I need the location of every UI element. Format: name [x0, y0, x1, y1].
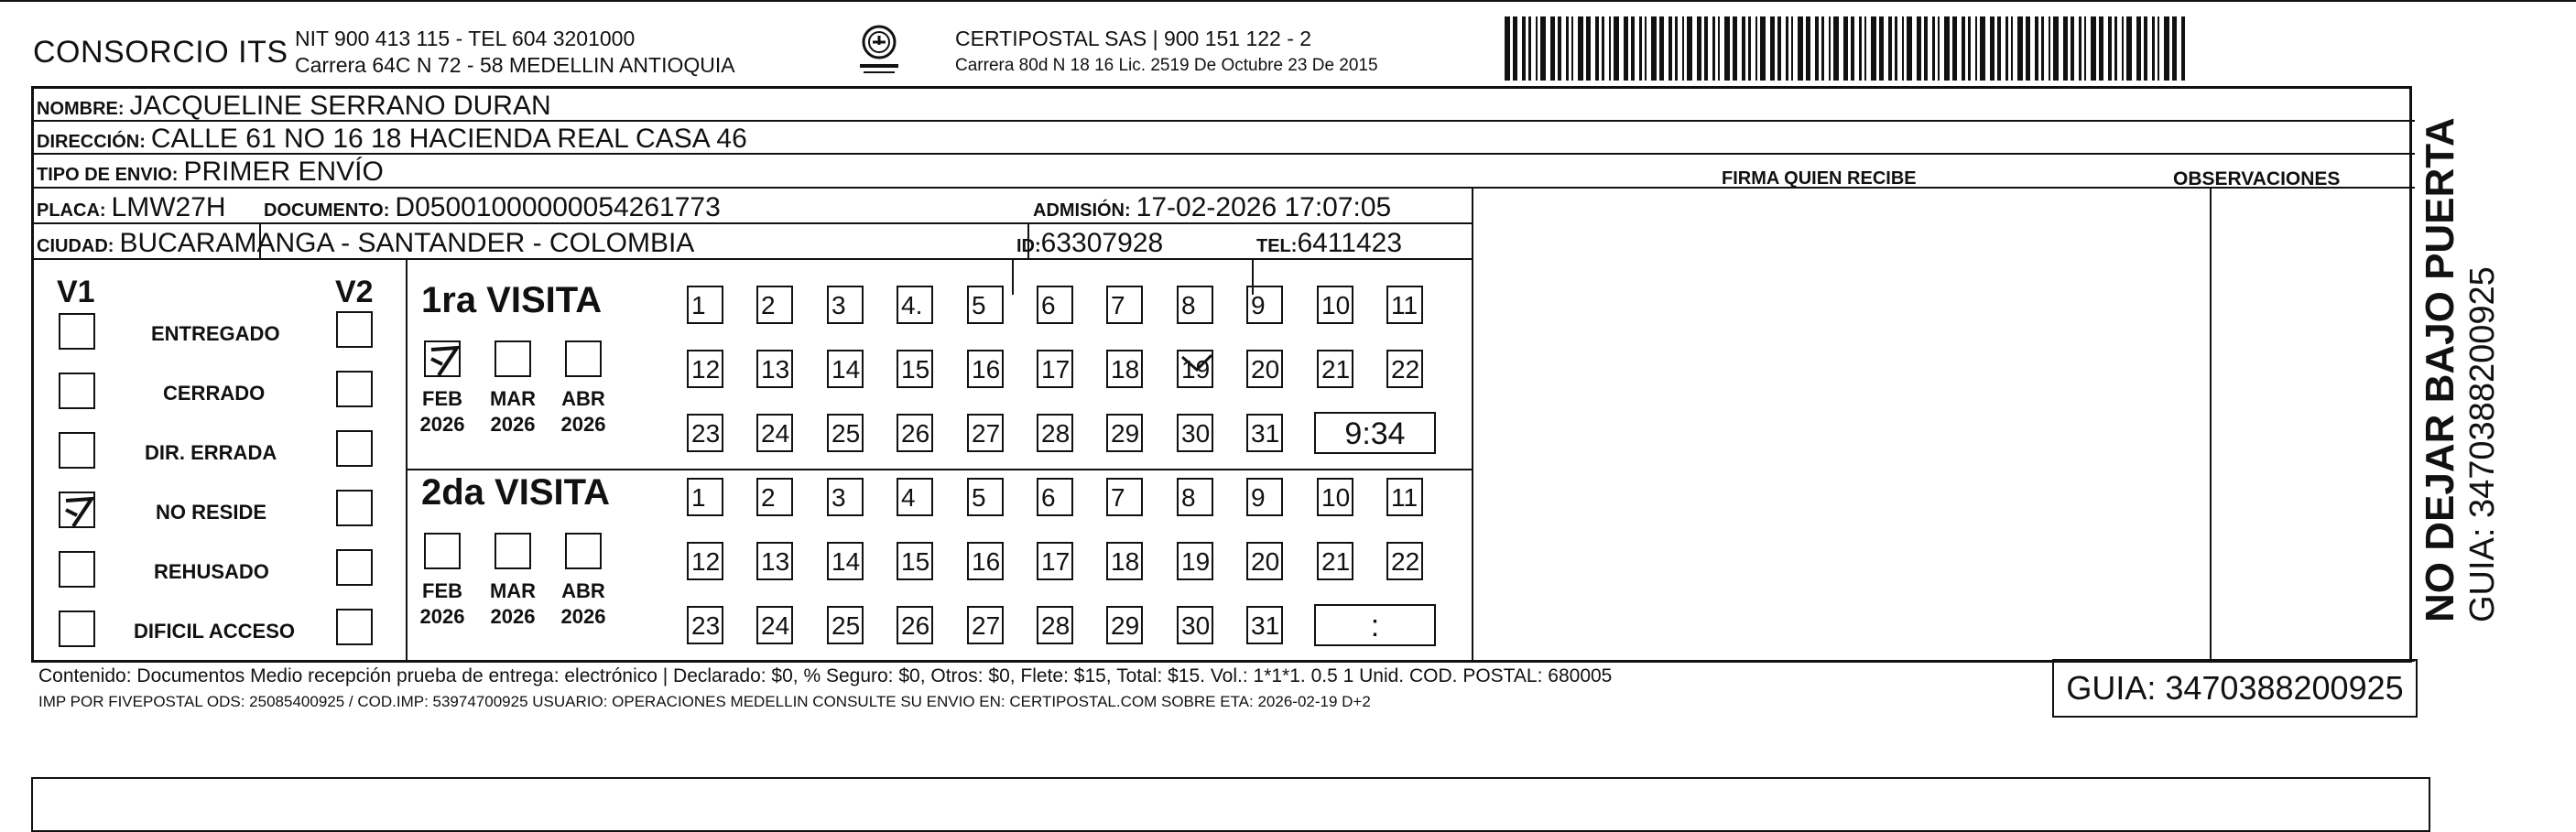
barcode-bar [1687, 16, 1692, 81]
barcode-bar [1748, 16, 1751, 81]
visit1-day[interactable]: 25 [827, 414, 864, 452]
barcode-bar [1902, 16, 1904, 81]
admision-field [1033, 192, 1391, 223]
barcode-bar [1536, 16, 1538, 81]
bottom-frame [31, 777, 2430, 832]
month-year: 2026 [419, 605, 465, 628]
no-dejar-notice: NO DEJAR BAJO PUERTA [2418, 117, 2462, 622]
visit2-day[interactable]: 18 [1106, 542, 1143, 580]
barcode-bar [1851, 16, 1854, 81]
barcode-bar [1659, 16, 1664, 81]
visit1-day[interactable]: 3 [827, 286, 864, 324]
barcode-bar [1682, 16, 1684, 81]
visit2-day[interactable]: 4 [897, 478, 933, 516]
barcode-bar [1645, 16, 1647, 81]
barcode-bar [2122, 16, 2124, 81]
barcode-bar [1704, 16, 1708, 81]
col-divider [406, 258, 408, 661]
visit2-day[interactable]: 29 [1106, 606, 1143, 644]
barcode-bar [1968, 16, 1971, 81]
ciudad-label: CIUDAD: [37, 236, 114, 256]
tel-label: TEL: [1256, 236, 1298, 256]
barcode-bar [2144, 16, 2147, 81]
barcode-bar [2108, 16, 2112, 81]
month-name: MAR [489, 579, 537, 602]
barcode-bar [1528, 16, 1531, 81]
barcode-bar [1724, 16, 1730, 81]
visit2-month-label [485, 578, 540, 630]
visit1-day[interactable]: 21 [1317, 350, 1353, 388]
firma-header: FIRMA QUIEN RECIBE [1722, 168, 1917, 189]
visit2-month-checkbox-abr[interactable] [565, 533, 602, 569]
barcode-bar [1631, 16, 1635, 81]
v2-checkbox-no-reside[interactable] [336, 490, 373, 526]
barcode-bar [2158, 16, 2159, 81]
visit1-day[interactable]: 2 [756, 286, 793, 324]
v1-checkbox-no-reside[interactable] [59, 492, 95, 528]
barcode-bar [1540, 16, 1546, 81]
visit2-day[interactable]: 23 [687, 606, 723, 644]
placa-value: LMW27H [111, 192, 226, 222]
visit2-day[interactable]: 12 [687, 542, 723, 580]
month-year: 2026 [490, 605, 536, 628]
visit2-day[interactable]: 22 [1386, 542, 1423, 580]
id-value: 63307928 [1040, 228, 1164, 258]
certi-line1: CERTIPOSTAL SAS | 900 151 122 - 2 [955, 27, 1312, 50]
visit1-day[interactable]: 20 [1246, 350, 1283, 388]
id-label: ID: [1016, 236, 1041, 256]
visit1-day[interactable]: 28 [1037, 414, 1073, 452]
barcode-bar [1595, 16, 1599, 81]
visit1-month-checkbox-mar[interactable] [495, 340, 531, 377]
month-year: 2026 [560, 413, 606, 436]
visit2-day[interactable]: 28 [1037, 606, 1073, 644]
tipo-field [37, 157, 384, 188]
barcode-bar [1879, 16, 1884, 81]
barcode-bar [1871, 16, 1876, 81]
row-divider [34, 187, 2415, 189]
direccion-label: DIRECCIÓN: [37, 132, 146, 152]
barcode-bar [1888, 16, 1892, 81]
visit1-day[interactable]: 22 [1386, 350, 1423, 388]
barcode-bar [1651, 16, 1657, 81]
visit2-day[interactable]: 5 [967, 478, 1004, 516]
certipostal-info [955, 26, 1378, 79]
month-year: 2026 [490, 413, 536, 436]
barcode-bar [2084, 16, 2086, 81]
visit1-day[interactable]: 23 [687, 414, 723, 452]
barcode-bar [1718, 16, 1720, 81]
status-label-dificil-acceso: DIFICIL ACCESO [134, 620, 296, 643]
visit2-month-label [556, 578, 611, 630]
visit2-day[interactable]: 6 [1037, 478, 1073, 516]
visit2-day[interactable]: 19 [1177, 542, 1213, 580]
nombre-value: JACQUELINE SERRANO DURAN [129, 91, 551, 121]
guia-number: GUIA: 3470388200925 [2052, 659, 2418, 718]
visit2-day[interactable]: 26 [897, 606, 933, 644]
tipo-value: PRIMER ENVÍO [183, 157, 384, 187]
visit1-title: 1ra VISITA [421, 280, 603, 320]
visit2-title: 2da VISITA [421, 472, 610, 513]
barcode-bar [1997, 16, 2001, 81]
visit1-day[interactable]: 6 [1037, 286, 1073, 324]
admision-label: ADMISIÓN: [1033, 200, 1131, 221]
barcode-bar [1755, 16, 1757, 81]
v1-checkbox-dir-errada[interactable] [59, 432, 95, 469]
visit1-time-box[interactable]: 9:34 [1314, 412, 1436, 454]
v1-checkbox-cerrado[interactable] [59, 373, 95, 409]
barcode-bar [2164, 16, 2169, 81]
visit2-day[interactable]: 11 [1386, 478, 1423, 516]
status-label-no-reside: NO RESIDE [156, 501, 267, 524]
visit1-month-checkbox-feb[interactable] [424, 340, 461, 377]
visit2-day[interactable]: 30 [1177, 606, 1213, 644]
barcode-bar [1571, 16, 1573, 81]
visit1-day[interactable]: 12 [687, 350, 723, 388]
barcode-bar [2099, 16, 2103, 81]
v2-checkbox-entregado[interactable] [336, 311, 373, 348]
visit1-day[interactable]: 19 [1177, 350, 1213, 388]
documento-label: DOCUMENTO: [264, 200, 390, 221]
col-divider [1012, 258, 1014, 295]
v1-checkbox-entregado[interactable] [59, 313, 95, 350]
v1-header: V1 [57, 275, 95, 309]
visit1-day[interactable]: 29 [1106, 414, 1143, 452]
barcode-bar [1798, 16, 1803, 81]
visit2-month-checkbox-feb[interactable] [424, 533, 461, 569]
placa-label: PLACA: [37, 200, 106, 221]
barcode-bar [2172, 16, 2177, 81]
barcode-bar [1815, 16, 1819, 81]
barcode-bar [1712, 16, 1715, 81]
barcode-bar [1602, 16, 1604, 81]
visit2-day[interactable]: 14 [827, 542, 864, 580]
month-name: MAR [489, 387, 537, 410]
barcode-bar [2041, 16, 2044, 81]
barcode-bar [1924, 16, 1928, 81]
visit1-day[interactable]: 11 [1386, 286, 1423, 324]
visit2-day[interactable]: 9 [1246, 478, 1283, 516]
barcode-bar [1586, 16, 1591, 81]
status-label-entregado: ENTREGADO [151, 322, 280, 345]
visit1-day[interactable]: 4. [897, 286, 933, 324]
address-line: Carrera 64C N 72 - 58 MEDELLIN ANTIOQUIA [295, 53, 735, 77]
visit1-day[interactable]: 13 [756, 350, 793, 388]
observaciones-header: OBSERVACIONES [2173, 168, 2341, 189]
barcode-bar [1760, 16, 1766, 81]
direccion-value: CALLE 61 NO 16 18 HACIENDA REAL CASA 46 [150, 124, 747, 154]
barcode-bar [1917, 16, 1921, 81]
col-divider [1472, 187, 1473, 663]
shipping-form [31, 86, 2412, 663]
barcode-bar [1505, 16, 1510, 81]
barcode-bar [1990, 16, 1994, 81]
visit-divider [406, 469, 1472, 470]
v2-header: V2 [335, 275, 374, 309]
month-year: 2026 [419, 413, 465, 436]
direccion-field [37, 124, 747, 155]
visit1-day[interactable]: 16 [967, 350, 1004, 388]
barcode-bar [2079, 16, 2081, 81]
barcode-bar [2049, 16, 2050, 81]
visit1-day[interactable]: 27 [967, 414, 1004, 452]
status-label-rehusado: REHUSADO [154, 560, 269, 583]
visit2-day[interactable]: 27 [967, 606, 1004, 644]
visit1-day[interactable]: 15 [897, 350, 933, 388]
month-name: FEB [422, 579, 462, 602]
barcode-bar [1907, 16, 1912, 81]
barcode-bar [1513, 16, 1517, 81]
visit2-day[interactable]: 13 [756, 542, 793, 580]
barcode-bar [1566, 16, 1569, 81]
visit1-month-label [556, 386, 611, 438]
visit2-day[interactable]: 25 [827, 606, 864, 644]
certipostal-logo-icon [856, 22, 902, 79]
visit2-day[interactable]: 20 [1246, 542, 1283, 580]
documento-field [264, 192, 721, 223]
visit2-day[interactable]: 3 [827, 478, 864, 516]
admision-value: 17-02-2026 17:07:05 [1136, 192, 1392, 222]
v1-checkbox-dificil-acceso[interactable] [59, 610, 95, 647]
tel-field [1256, 228, 1402, 259]
certi-line2: Carrera 80d N 18 16 Lic. 2519 De Octubre 23 De 2015 [955, 56, 1378, 75]
v2-checkbox-dificil-acceso[interactable] [336, 609, 373, 645]
ciudad-value: BUCARAMANGA - SANTANDER - COLOMBIA [119, 228, 695, 258]
nombre-label: NOMBRE: [37, 99, 125, 119]
documento-value: D05001000000054261773 [395, 192, 721, 222]
barcode-bar [1944, 16, 1950, 81]
visit2-day[interactable]: 24 [756, 606, 793, 644]
status-label-dir-errada: DIR. ERRADA [145, 441, 277, 464]
barcode-bar [1975, 16, 1977, 81]
barcode-bar [2063, 16, 2068, 81]
visit1-day[interactable]: 5 [967, 286, 1004, 324]
visit1-day[interactable]: 10 [1317, 286, 1353, 324]
barcode-bar [2114, 16, 2117, 81]
barcode-bar [1697, 16, 1701, 81]
visit1-day[interactable]: 24 [756, 414, 793, 452]
barcode-bar [2017, 16, 2023, 81]
top-border [0, 0, 2576, 7]
visit2-day[interactable]: 10 [1317, 478, 1353, 516]
visit2-day[interactable]: 15 [897, 542, 933, 580]
barcode [1505, 16, 2191, 81]
visit1-day[interactable]: 9 [1246, 286, 1283, 324]
visit2-day[interactable]: 2 [756, 478, 793, 516]
side-notice [2418, 117, 2502, 622]
company-name: CONSORCIO ITS [33, 35, 288, 70]
barcode-bar [1859, 16, 1862, 81]
visit2-month-checkbox-mar[interactable] [495, 533, 531, 569]
barcode-bar [2071, 16, 2074, 81]
visit2-month-label [415, 578, 470, 630]
barcode-bar [1742, 16, 1745, 81]
barcode-bar [1624, 16, 1628, 81]
barcode-bar [1675, 16, 1678, 81]
month-name: FEB [422, 387, 462, 410]
visit2-day[interactable]: 7 [1106, 478, 1143, 516]
visit2-day[interactable]: 16 [967, 542, 1004, 580]
barcode-bar [1777, 16, 1781, 81]
barcode-bar [1962, 16, 1965, 81]
visit1-day[interactable]: 1 [687, 286, 723, 324]
barcode-bar [1786, 16, 1788, 81]
barcode-bar [1522, 16, 1526, 81]
nit-line: NIT 900 413 115 - TEL 604 3201000 [295, 27, 636, 50]
v2-checkbox-dir-errada[interactable] [336, 430, 373, 467]
visit1-day[interactable]: 7 [1106, 286, 1143, 324]
visit1-month-label [485, 386, 540, 438]
barcode-bar [1932, 16, 1935, 81]
visit1-day[interactable]: 8 [1177, 286, 1213, 324]
barcode-bar [1806, 16, 1810, 81]
barcode-bar [2152, 16, 2155, 81]
visit1-month-label [415, 386, 470, 438]
status-label-cerrado: CERRADO [163, 382, 266, 405]
contents-line: Contenido: Documentos Medio recepción prueba de entrega: electrónico | Declarado: $0, % Seguro: $0, Otros: $0, Flete: $15, Total: $15. Vol.: 1*1*1. 0.5 1 Unid. COD. POSTAL: 680005 [38, 665, 1613, 686]
barcode-bar [1770, 16, 1775, 81]
barcode-bar [1558, 16, 1561, 81]
barcode-bar [1791, 16, 1793, 81]
print-info-line: IMP POR FIVEPOSTAL ODS: 25085400925 / COD.IMP: 53974700925 USUARIO: OPERACIONES MEDELLIN CONSULTE SU ENVIO EN: CERTIPOSTAL.COM SOBRE ETA: 2026-02-19 D+2 [38, 693, 1371, 710]
v1-checkbox-rehusado[interactable] [59, 551, 95, 588]
barcode-bar [2126, 16, 2132, 81]
barcode-bar [2091, 16, 2096, 81]
barcode-bar [2035, 16, 2038, 81]
barcode-bar [1609, 16, 1611, 81]
tel-value: 6411423 [1297, 228, 1403, 258]
barcode-bar [1733, 16, 1737, 81]
barcode-bar [1821, 16, 1824, 81]
visit2-day[interactable]: 1 [687, 478, 723, 516]
barcode-bar [1614, 16, 1619, 81]
barcode-bar [1829, 16, 1831, 81]
visit1-month-checkbox-abr[interactable] [565, 340, 602, 377]
company-info [295, 26, 735, 79]
id-field [1016, 228, 1163, 259]
barcode-bar [2005, 16, 2008, 81]
placa-field [37, 192, 226, 223]
barcode-bar [1833, 16, 1839, 81]
side-guia: GUIA: 3470388200925 [2463, 266, 2502, 622]
barcode-bar [2181, 16, 2185, 81]
month-year: 2026 [560, 605, 606, 628]
visit2-day[interactable]: 8 [1177, 478, 1213, 516]
visit1-day[interactable]: 31 [1246, 414, 1283, 452]
visit2-day[interactable]: 21 [1317, 542, 1353, 580]
barcode-bar [2026, 16, 2030, 81]
visit1-day[interactable]: 26 [897, 414, 933, 452]
barcode-bar [2053, 16, 2059, 81]
barcode-bar [2136, 16, 2141, 81]
month-name: ABR [561, 579, 605, 602]
barcode-bar [2011, 16, 2013, 81]
barcode-bar [1843, 16, 1848, 81]
v2-checkbox-rehusado[interactable] [336, 549, 373, 586]
visit1-day[interactable]: 14 [827, 350, 864, 388]
visit2-time-box[interactable]: : [1314, 604, 1436, 646]
visit1-day[interactable]: 18 [1106, 350, 1143, 388]
ciudad-field [37, 228, 694, 259]
barcode-bar [1938, 16, 1940, 81]
barcode-bar [1895, 16, 1897, 81]
barcode-bar [1639, 16, 1642, 81]
barcode-bar [1550, 16, 1555, 81]
barcode-bar [1578, 16, 1583, 81]
tipo-label: TIPO DE ENVIO: [37, 165, 179, 185]
barcode-bar [1668, 16, 1672, 81]
visit1-day[interactable]: 17 [1037, 350, 1073, 388]
month-name: ABR [561, 387, 605, 410]
barcode-bar [1864, 16, 1866, 81]
visit2-day[interactable]: 17 [1037, 542, 1073, 580]
visit2-day[interactable]: 31 [1246, 606, 1283, 644]
nombre-field [37, 91, 551, 122]
col-divider [2210, 187, 2212, 663]
visit1-day[interactable]: 30 [1177, 414, 1213, 452]
v2-checkbox-cerrado[interactable] [336, 371, 373, 407]
barcode-bar [1952, 16, 1957, 81]
barcode-bar [1980, 16, 1985, 81]
